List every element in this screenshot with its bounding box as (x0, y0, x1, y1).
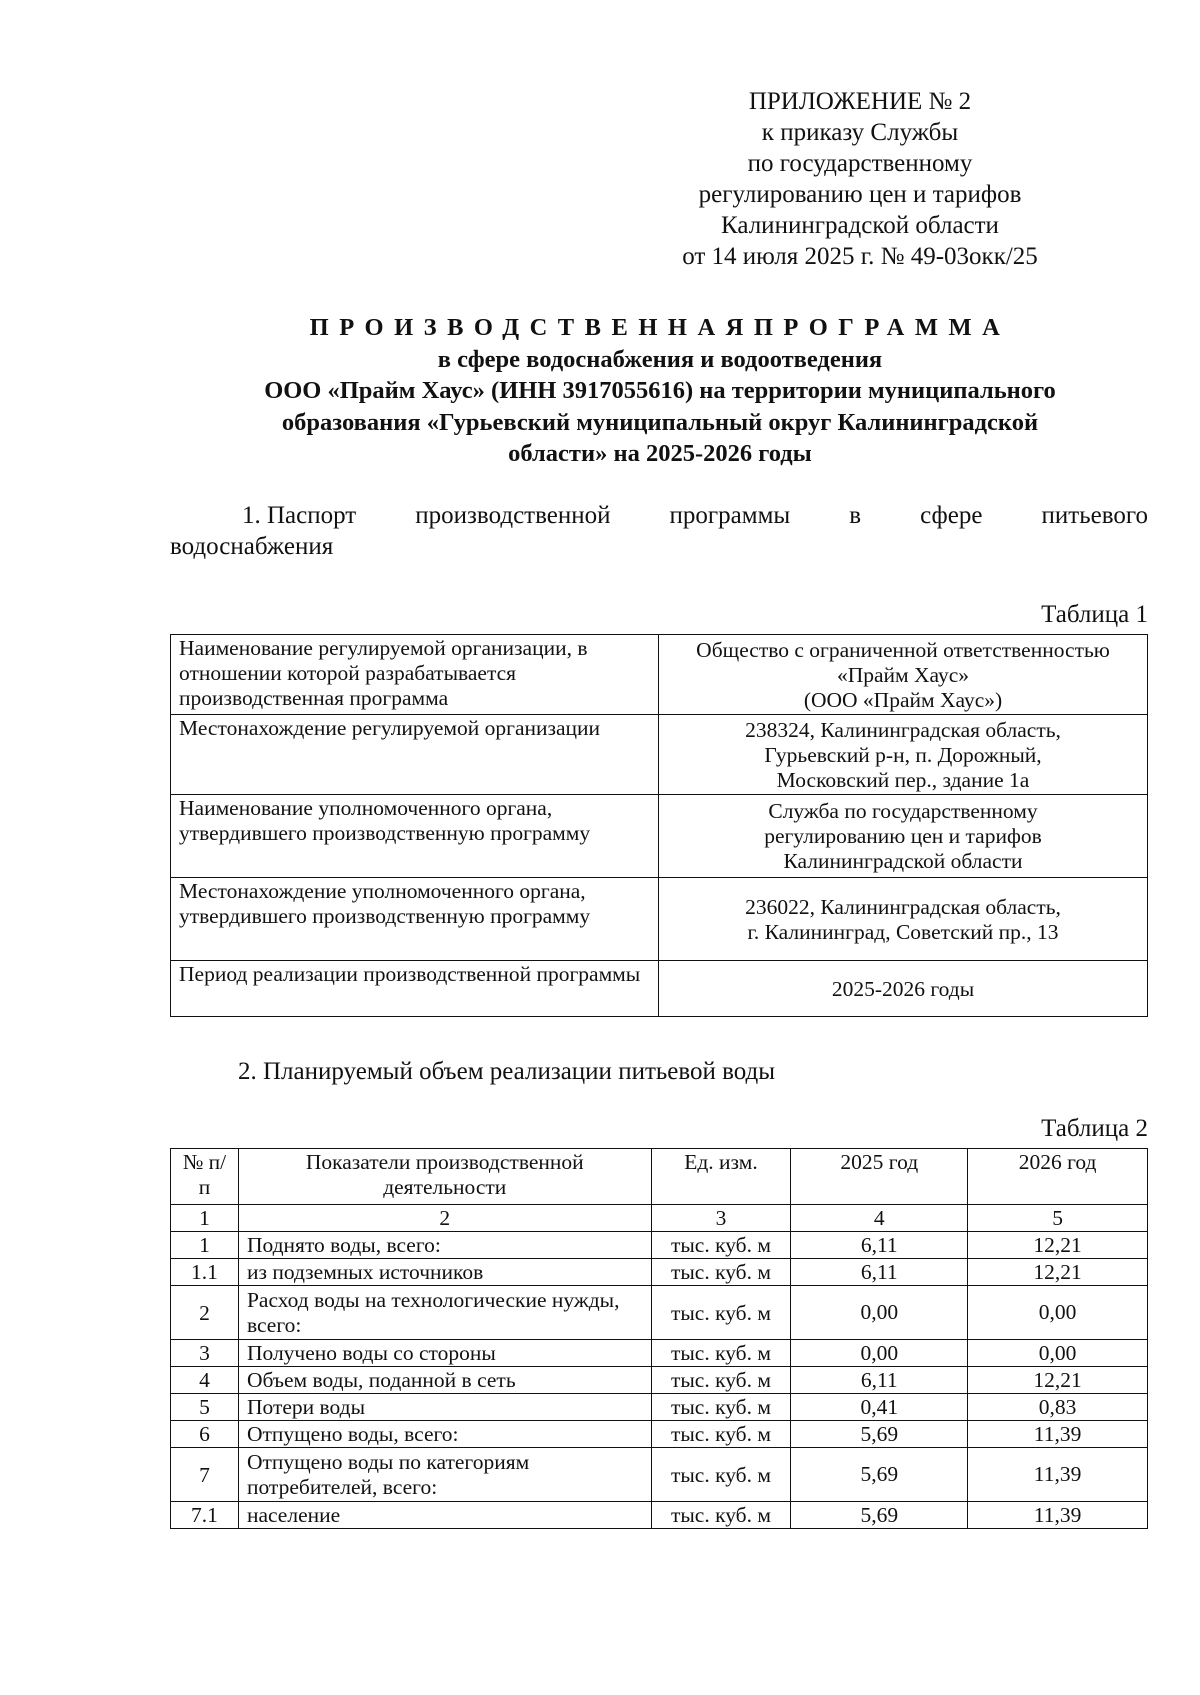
col-number: 5 (968, 1205, 1148, 1232)
row-value-2025: 6,11 (791, 1367, 968, 1394)
table-row (171, 961, 1148, 1017)
value-line: Калининградской области (783, 849, 1023, 873)
section-1-heading (170, 500, 1148, 562)
row-indicator: Получено воды со стороны (238, 1340, 651, 1367)
row-number: 2 (171, 1286, 239, 1340)
row-number: 1.1 (171, 1259, 239, 1286)
section-1-word: 1. Паспорт (242, 502, 357, 529)
row-value-2026: 0,00 (968, 1286, 1148, 1340)
row-indicator: Отпущено воды, всего: (238, 1421, 651, 1448)
value-line: Служба по государственному (768, 799, 1038, 823)
row-value-2025: 5,69 (791, 1502, 968, 1529)
row-value-2025: 6,11 (791, 1232, 968, 1259)
section-2-heading: 2. Планируемый объем реализации питьевой воды (238, 1058, 776, 1085)
water-volume-table (170, 1148, 1148, 1529)
row-indicator: из подземных источников (238, 1259, 651, 1286)
row-number: 4 (171, 1367, 239, 1394)
row-unit: тыс. куб. м (651, 1259, 791, 1286)
col-number: 3 (651, 1205, 791, 1232)
row-indicator: Отпущено воды по категориям потребителей, всего: (238, 1448, 651, 1502)
section-1-word: сфере (920, 502, 983, 529)
row-indicator: Потери воды (238, 1394, 651, 1421)
table-row (171, 1502, 1148, 1529)
section-1-word: в (849, 502, 862, 529)
row-value-2025: 5,69 (791, 1421, 968, 1448)
table-row (171, 878, 1148, 961)
row-value-2026: 0,00 (968, 1340, 1148, 1367)
row-number: 7.1 (171, 1502, 239, 1529)
row-indicator: Поднято воды, всего: (238, 1232, 651, 1259)
table-row (171, 1394, 1148, 1421)
title-spaced: ПРОИЗВОДСТВЕННАЯПРОГРАММА (309, 314, 1011, 341)
table-1-caption: Таблица 1 (1041, 601, 1148, 628)
table-header-row (171, 1149, 1148, 1205)
row-unit: тыс. куб. м (651, 1367, 791, 1394)
row-number: 1 (171, 1232, 239, 1259)
row-indicator: население (238, 1502, 651, 1529)
section-1-word: программы (669, 502, 791, 529)
row-value-2026: 11,39 (968, 1502, 1148, 1529)
col-number: 2 (238, 1205, 651, 1232)
table-row (171, 1340, 1148, 1367)
table-row (171, 1259, 1148, 1286)
row-value-2025: 6,11 (791, 1259, 968, 1286)
row-unit: тыс. куб. м (651, 1394, 791, 1421)
value-line: 2025-2026 годы (831, 976, 975, 1001)
document-title (170, 312, 1150, 470)
row-label: Период реализации производственной программы (171, 961, 659, 1017)
col-header-indicator: Показатели производственной деятельности (238, 1149, 651, 1205)
row-label: Наименование регулируемой организации, в отношении которой разрабатывается производственная программа (171, 635, 659, 715)
col-header-2025: 2025 год (791, 1149, 968, 1205)
col-header-number: № п/п (171, 1149, 239, 1205)
section-1-word: производственной (415, 502, 611, 529)
title-line: в сфере водоснабжения и водоотведения (437, 345, 883, 373)
col-number: 4 (791, 1205, 968, 1232)
row-number: 5 (171, 1394, 239, 1421)
value-line: 236022, Калининградская область, (745, 894, 1061, 919)
value-line: Гурьевский р-н, п. Дорожный, (764, 742, 1042, 767)
table-row (171, 715, 1148, 795)
row-unit: тыс. куб. м (651, 1340, 791, 1367)
row-number: 3 (171, 1340, 239, 1367)
row-value-2025: 0,00 (791, 1286, 968, 1340)
appendix-line: к приказу Службы (761, 119, 959, 146)
table-row (171, 1367, 1148, 1394)
row-value (659, 878, 1148, 961)
row-value-2025: 0,41 (791, 1394, 968, 1421)
row-value-2026: 11,39 (968, 1448, 1148, 1502)
row-unit: тыс. куб. м (651, 1448, 791, 1502)
col-number: 1 (171, 1205, 239, 1232)
row-value-2026: 0,83 (968, 1394, 1148, 1421)
table-row (171, 1286, 1148, 1340)
appendix-line: регулированию цен и тарифов (698, 181, 1022, 208)
row-value-2026: 12,21 (968, 1259, 1148, 1286)
section-1-tail: водоснабжения (170, 533, 334, 560)
row-value (659, 715, 1148, 795)
appendix-order-date: от 14 июля 2025 г. № 49-03окк/25 (682, 243, 1038, 270)
row-unit: тыс. куб. м (651, 1502, 791, 1529)
row-number: 7 (171, 1448, 239, 1502)
title-line: образования «Гурьевский муниципальный округ Калининградской (281, 408, 1039, 436)
value-line: г. Калининград, Советский пр., 13 (747, 919, 1059, 944)
value-line: Московский пер., здание 1а (776, 767, 1030, 792)
value-line: Общество с ограниченной ответственностью (696, 637, 1110, 662)
row-indicator: Расход воды на технологические нужды, всего: (238, 1286, 651, 1340)
table-row (171, 1421, 1148, 1448)
appendix-title: ПРИЛОЖЕНИЕ № 2 (748, 88, 972, 115)
row-value (659, 961, 1148, 1017)
row-value-2025: 0,00 (791, 1340, 968, 1367)
row-indicator: Объем воды, поданной в сеть (238, 1367, 651, 1394)
row-value (659, 635, 1148, 715)
title-line: области» на 2025-2026 годы (508, 440, 812, 467)
value-line: «Прайм Хаус» (836, 662, 970, 687)
section-1-word: питьевого (1041, 502, 1148, 529)
row-unit: тыс. куб. м (651, 1421, 791, 1448)
table-row (171, 795, 1148, 878)
col-header-2026: 2026 год (968, 1149, 1148, 1205)
row-label: Наименование уполномоченного органа, утвердившего производственную программу (171, 795, 659, 878)
row-unit: тыс. куб. м (651, 1286, 791, 1340)
row-label: Местонахождение уполномоченного органа, утвердившего производственную программу (171, 878, 659, 961)
title-line: ООО «Прайм Хаус» (ИНН 3917055616) на территории муниципального (264, 377, 1056, 404)
table-row (171, 635, 1148, 715)
appendix-header (650, 86, 1070, 272)
appendix-line: по государственному (747, 150, 973, 177)
row-number: 6 (171, 1421, 239, 1448)
row-value-2026: 11,39 (968, 1421, 1148, 1448)
table-row (171, 1232, 1148, 1259)
row-value-2025: 5,69 (791, 1448, 968, 1502)
row-unit: тыс. куб. м (651, 1232, 791, 1259)
value-line: регулированию цен и тарифов (764, 824, 1042, 848)
column-number-row (171, 1205, 1148, 1232)
value-line: (ООО «Прайм Хаус») (803, 687, 1003, 712)
table-row (171, 1448, 1148, 1502)
row-value-2026: 12,21 (968, 1367, 1148, 1394)
row-label: Местонахождение регулируемой организации (171, 715, 659, 795)
appendix-line: Калининградской области (721, 212, 999, 239)
row-value (659, 795, 1148, 878)
row-value-2026: 12,21 (968, 1232, 1148, 1259)
value-line: 238324, Калининградская область, (745, 717, 1061, 742)
col-header-unit: Ед. изм. (651, 1149, 791, 1205)
table-2-caption: Таблица 2 (1041, 1115, 1148, 1142)
passport-table (170, 634, 1148, 1017)
